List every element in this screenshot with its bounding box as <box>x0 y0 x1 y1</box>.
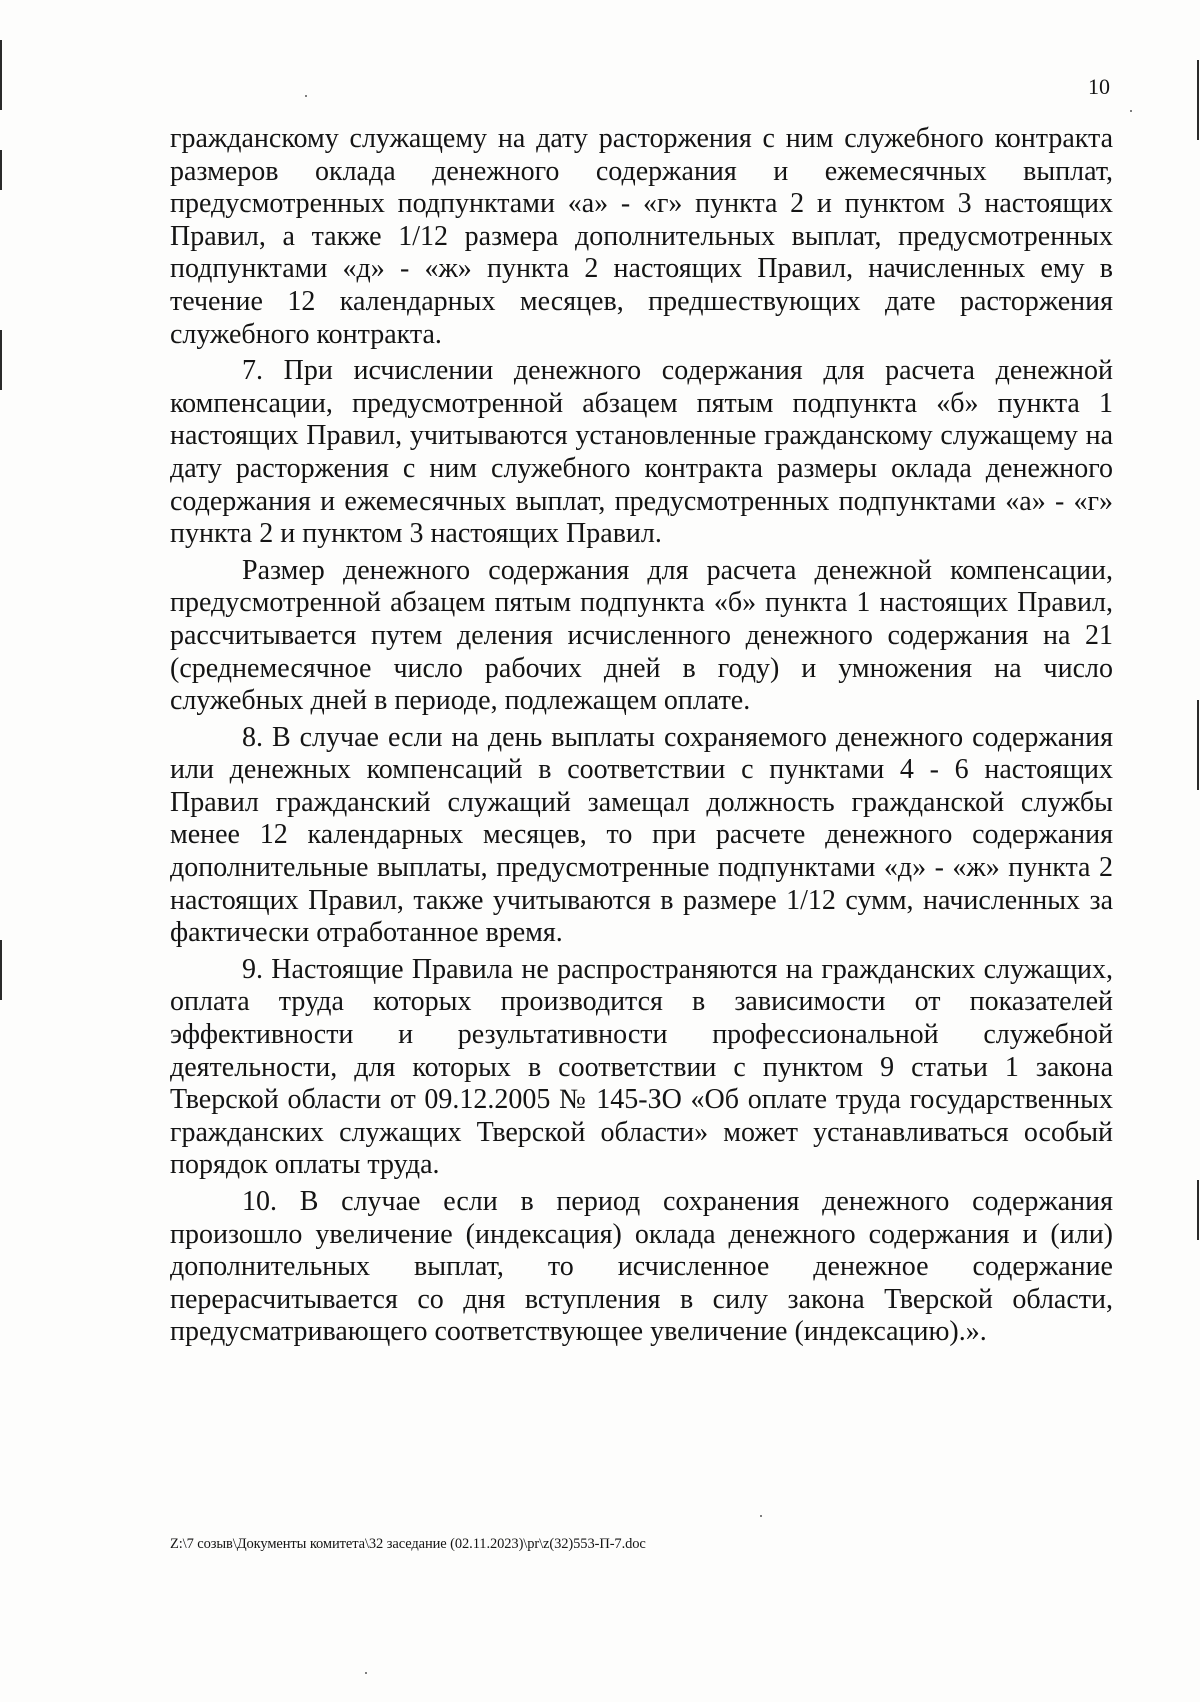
paragraph-continuation: гражданскому служащему на дату расторжения с ним служебного контракта размеров оклада денежного содержания и ежемесячных выплат, предусмотренных подпунктами «а» - «г» пункта 2 и пунктом 3 настоящих Правил, а также 1/12 размера дополнительных выплат, предусмотренных подпунктами «д» - «ж» пункта 2 настоящих Правил, начисленных ему в течение 12 календарных месяцев, предшествующих дате расторжения служебного контракта. <box>170 123 1113 350</box>
scan-speck <box>305 95 307 97</box>
scan-speck <box>365 1672 367 1674</box>
scan-edge-mark <box>0 330 2 390</box>
page-number: 10 <box>1088 74 1110 99</box>
scan-speck <box>760 1515 762 1517</box>
paragraph-item-7-size: Размер денежного содержания для расчета денежной компенсации, предусмотренной абзацем пятым подпункта «б» пункта 1 настоящих Правил, рассчитывается путем деления исчисленного денежного содержания на 21 (среднемесячное число рабочих дней в году) и умножения на число служебных дней в периоде, подлежащем оплате. <box>170 554 1113 717</box>
paragraph-item-8: 8. В случае если на день выплаты сохраняемого денежного содержания или денежных компенсаций в соответствии с пунктами 4 - 6 настоящих Правил гражданский служащий замещал должность гражданской службы менее 12 календарных месяцев, то при расчете денежного содержания дополнительные выплаты, предусмотренные подпунктами «д» - «ж» пункта 2 настоящих Правил, также учитываются в размере 1/12 сумм, начисленных за фактически отработанное время. <box>170 721 1113 949</box>
paragraph-item-7: 7. При исчислении денежного содержания для расчета денежной компенсации, предусмотренной абзацем пятым подпункта «б» пункта 1 настоящих Правил, учитываются установленные гражданскому служащему на дату расторжения с ним служебного контракта размеры оклада денежного содержания и ежемесячных выплат, предусмотренных подпунктами «а» - «г» пункта 2 и пунктом 3 настоящих Правил. <box>170 355 1113 550</box>
paragraph-item-9: 9. Настоящие Правила не распространяются на гражданских служащих, оплата труда которых производится в зависимости от показателей эффективности и результативности профессиональной служебной деятельности, для которых в соответствии с пунктом 9 статьи 1 закона Тверской области от 09.12.2005 № 145-ЗО «Об оплате труда государственных гражданских служащих Тверской области» может устанавливаться особый порядок оплаты труда. <box>170 953 1113 1181</box>
scan-edge-mark <box>0 40 2 110</box>
scan-edge-mark <box>1197 60 1199 140</box>
paragraph-item-10: 10. В случае если в период сохранения денежного содержания произошло увеличение (индексация) оклада денежного содержания и (или) дополнительных выплат, то исчисленное денежное содержание перерасчитывается со дня вступления в силу закона Тверской области, предусматривающего соответствующее увеличение (индексацию).». <box>170 1186 1113 1348</box>
scan-edge-mark <box>1197 700 1199 790</box>
scan-edge-mark <box>0 940 2 1000</box>
scan-speck <box>1130 110 1132 112</box>
footer-file-path: Z:\7 созыв\Документы комитета\32 заседание (02.11.2023)\pr\z(32)553-П-7.doc <box>170 1536 646 1552</box>
scan-edge-mark <box>0 150 2 190</box>
document-body <box>170 123 1113 1349</box>
scan-edge-mark <box>1197 1180 1199 1240</box>
